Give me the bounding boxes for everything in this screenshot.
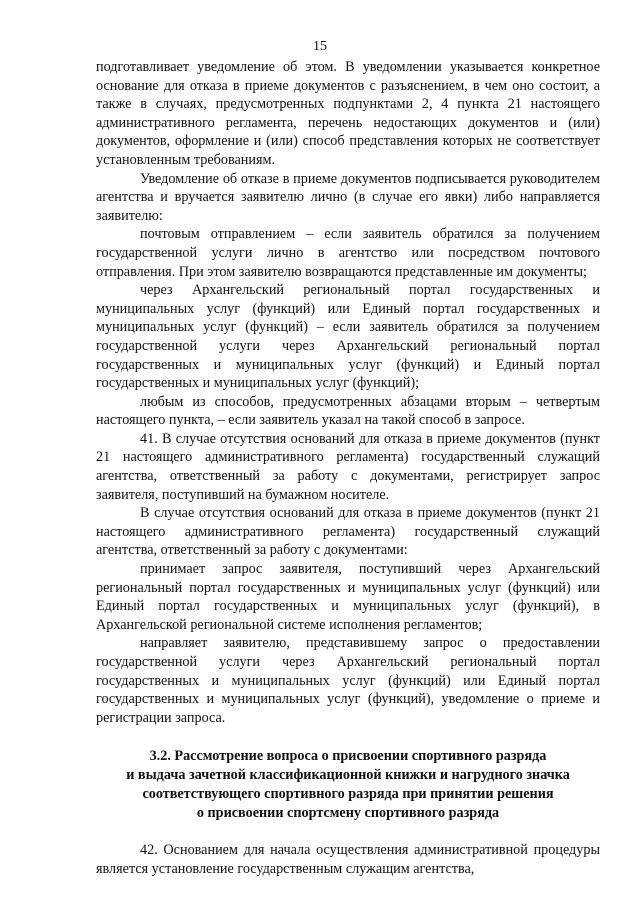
paragraph: подготавливает уведомление об этом. В уведомлении указывается конкретное основание для отказа в приеме документов с разъяснением, в чем оно состоит, а также в случаях, предусмотренных подпунктами 2, 4 пункта 21 настоящего административного регламента, перечень недостающих документов и (или) документов, оформление и (или) способ представления которых не соответствует установленным требованиям. <box>96 59 600 168</box>
section-heading-line: 3.2. Рассмотрение вопроса о присвоении спортивного разряда <box>149 748 547 765</box>
paragraph: направляет заявителю, представившему запрос о предоставлении государственной услуги через Архангельский региональный портал государственных и муниципальных услуг (функций) или Единый портал государственных и муниципальных услуг (функций), уведомление о приеме и регистрации запроса. <box>96 635 600 726</box>
paragraph: 41. В случае отсутствия оснований для отказа в приеме документов (пункт 21 настоящего административного регламента) государственный служащий агентства, ответственный за работу с документами, регистрирует запрос заявителя, поступивший на бумажном носителе. <box>96 430 600 503</box>
paragraph: В случае отсутствия оснований для отказа в приеме документов (пункт 21 настоящего административного регламента) государственный служащий агентства, ответственный за работу с документами: <box>96 505 600 559</box>
paragraph: принимает запрос заявителя, поступивший через Архангельский региональный портал государственных и муниципальных услуг (функций) или Единый портал государственных и муниципальных услуг (функций), в Архангельской региональной системе исполнения регламентов; <box>96 561 600 633</box>
paragraph: 42. Основанием для начала осуществления административной процедуры является установление государственным служащим агентства, <box>96 842 600 877</box>
paragraph: Уведомление об отказе в приеме документов подписывается руководителем агентства и вручается заявителю лично (в случае его явки) либо направляется заявителю: <box>96 170 600 224</box>
paragraph: почтовым отправлением – если заявитель обратился за получением государственной услуги лично в агентство или посредством почтового отправления. При этом заявителю возвращаются представленные им документы; <box>96 226 600 280</box>
paragraph: любым из способов, предусмотренных абзацами вторым – четвертым настоящего пункта, – если заявитель указал на такой способ в запросе. <box>96 393 600 429</box>
paragraph: через Архангельский региональный портал государственных и муниципальных услуг (функций) или Единый портал государственных и муниципальных услуг (функций) – если заявитель обратился за получением государственной услуги через Архангельский региональный портал государственных и муниципальных услуг (функций) и Единый портал государственных и муниципальных услуг (функций); <box>96 282 600 392</box>
section-heading-line: и выдача зачетной классификационной книжки и нагрудного значка <box>126 767 570 784</box>
section-heading <box>96 747 600 823</box>
document-body <box>96 58 600 879</box>
section-heading-line: о присвоении спортсмену спортивного разряда <box>196 805 500 822</box>
section-heading-line: соответствующего спортивного разряда при принятии решения <box>142 786 554 803</box>
page-number: 15 <box>313 39 327 54</box>
